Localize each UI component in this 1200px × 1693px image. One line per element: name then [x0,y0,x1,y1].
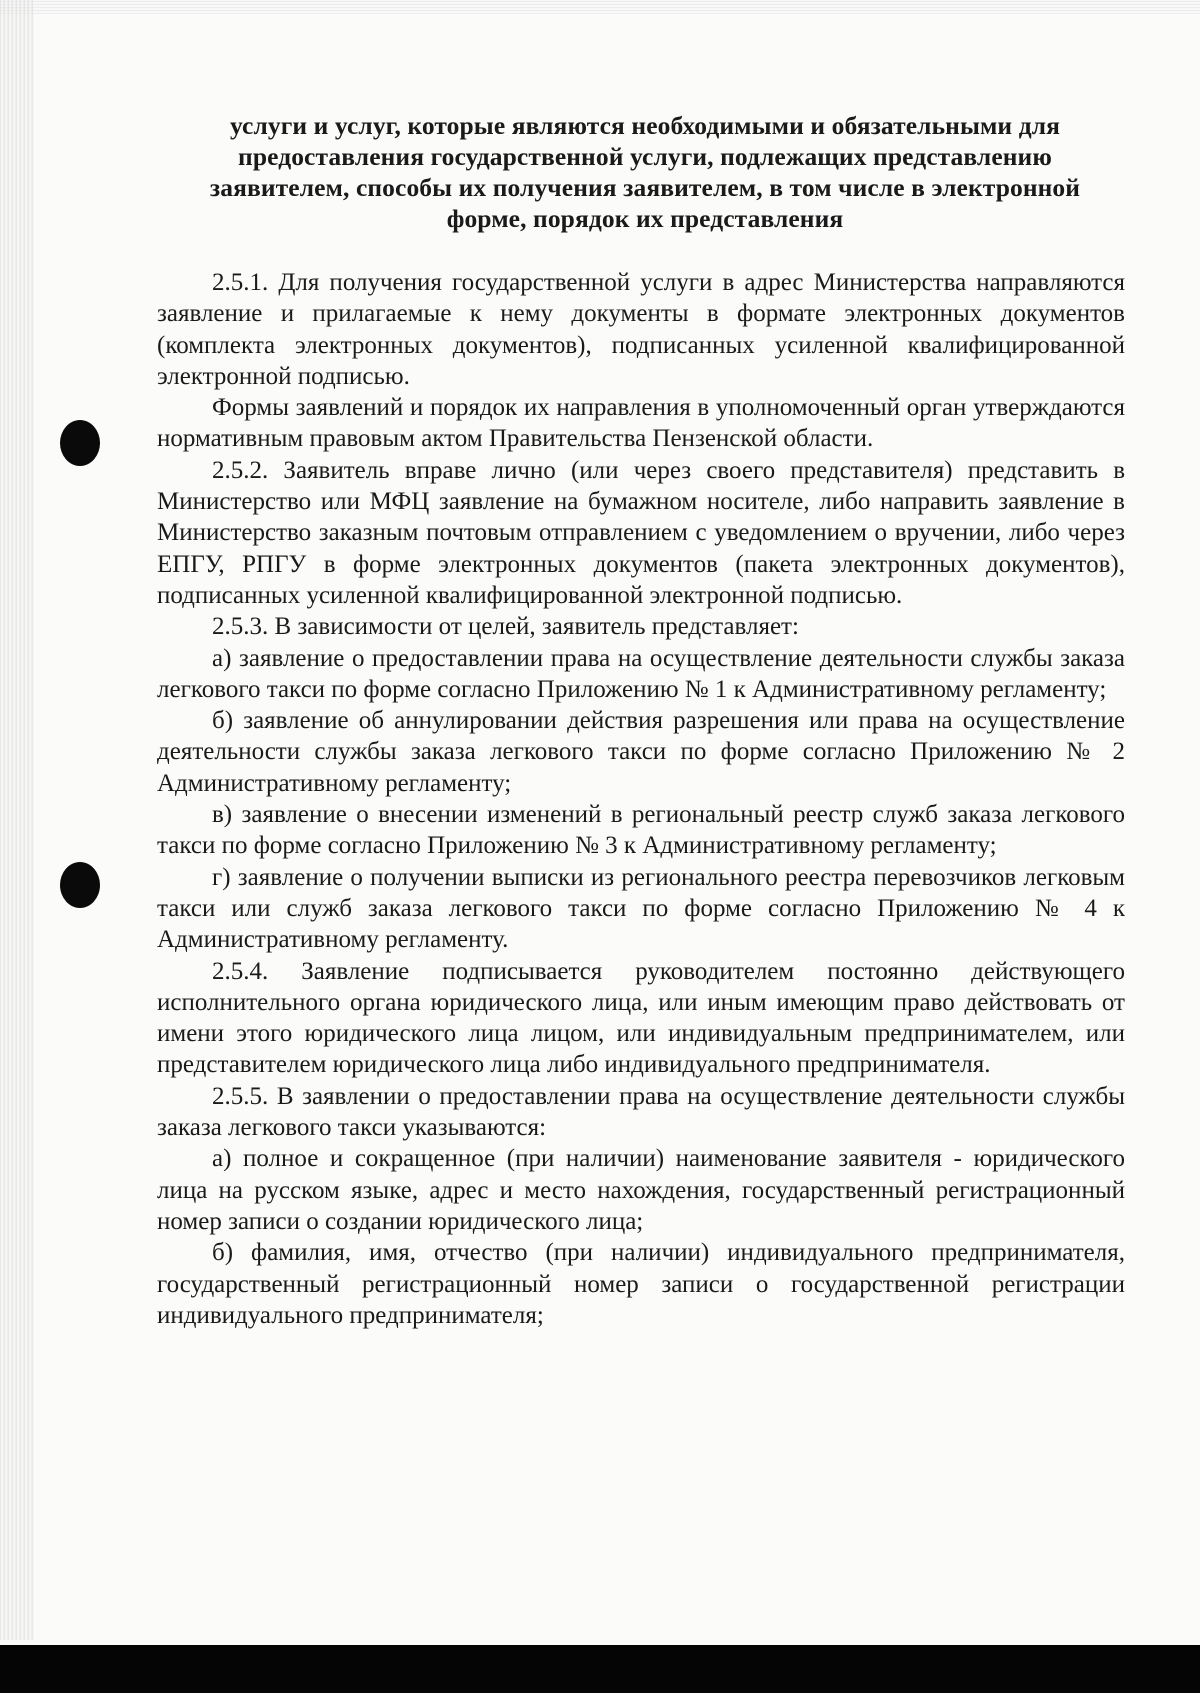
list-item-b: б) заявление об аннулировании действия разрешения или права на осуществление деятельности службы заказа легкового такси по форме согласно Приложению № 2 Административному регламенту; [157,707,1125,797]
list-item-b-2: б) фамилия, имя, отчество (при наличии) индивидуального предпринимателя, государственный регистрационный номер записи о государственной регистрации индивидуального предпринимателя; [157,1239,1125,1329]
scan-edge-top [0,0,1200,14]
paragraph-2-5-1: 2.5.1. Для получения государственной услуги в адрес Министерства направляются заявление и прилагаемые к нему документы в формате электронных документов (комплекта электронных документов), подписанных усиленной квалифицированной электронной подписью. [157,269,1125,390]
section-heading [160,110,1130,234]
punch-hole-upper [60,420,100,466]
list-item-a-2: а) полное и сокращенное (при наличии) наименование заявителя - юридического лица на русском языке, адрес и место нахождения, государственный регистрационный номер записи о создании юридического лица; [157,1145,1125,1235]
heading-line: предоставления государственной услуги, подлежащих представлению [238,142,1052,171]
paragraph-2-5-2: 2.5.2. Заявитель вправе лично (или через своего представителя) представить в Министерство или МФЦ заявление на бумажном носителе, либо направить заявление в Министерство заказным почтовым отправлением с уведомлением о вручении, либо через ЕПГУ, РПГУ в форме электронных документов (пакета электронных документов), подписанных усиленной квалифицированной электронной подписью. [157,456,1125,609]
paragraph-forms: Формы заявлений и порядок их направления в уполномоченный орган утверждаются нормативным правовым актом Правительства Пензенской области. [157,394,1125,453]
document-body [157,267,1125,1331]
list-item-v: в) заявление о внесении изменений в региональный реестр служб заказа легкового такси по форме согласно Приложению № 3 к Административному регламенту; [157,801,1125,860]
heading-line: форме, порядок их представления [446,204,844,233]
scan-bottom-bar [0,1645,1200,1693]
list-item-g: г) заявление о получении выписки из регионального реестра перевозчиков легковым такси или служб заказа легкового такси по форме согласно Приложению № 4 к Административному регламенту. [157,863,1125,954]
list-item-a: а) заявление о предоставлении права на осуществление деятельности службы заказа легкового такси по форме согласно Приложению № 1 к Административному регламенту; [157,644,1125,703]
scan-edge-left [0,0,34,1640]
paragraph-2-5-3: 2.5.3. В зависимости от целей, заявитель представляет: [212,613,799,641]
heading-line: услуги и услуг, которые являются необходимыми и обязательными для [229,111,1061,140]
heading-line: заявителем, способы их получения заявителем, в том числе в электронной [209,173,1081,202]
punch-hole-lower [60,862,100,908]
paragraph-2-5-4: 2.5.4. Заявление подписывается руководителем постоянно действующего исполнительного органа юридического лица, или иным имеющим право действовать от имени этого юридического лица лицом, или индивидуальным предпринимателем, или представителем юридического лица либо индивидуального предпринимателя. [157,957,1125,1079]
paragraph-2-5-5: 2.5.5. В заявлении о предоставлении права на осуществление деятельности службы заказа легкового такси указываются: [157,1082,1125,1142]
